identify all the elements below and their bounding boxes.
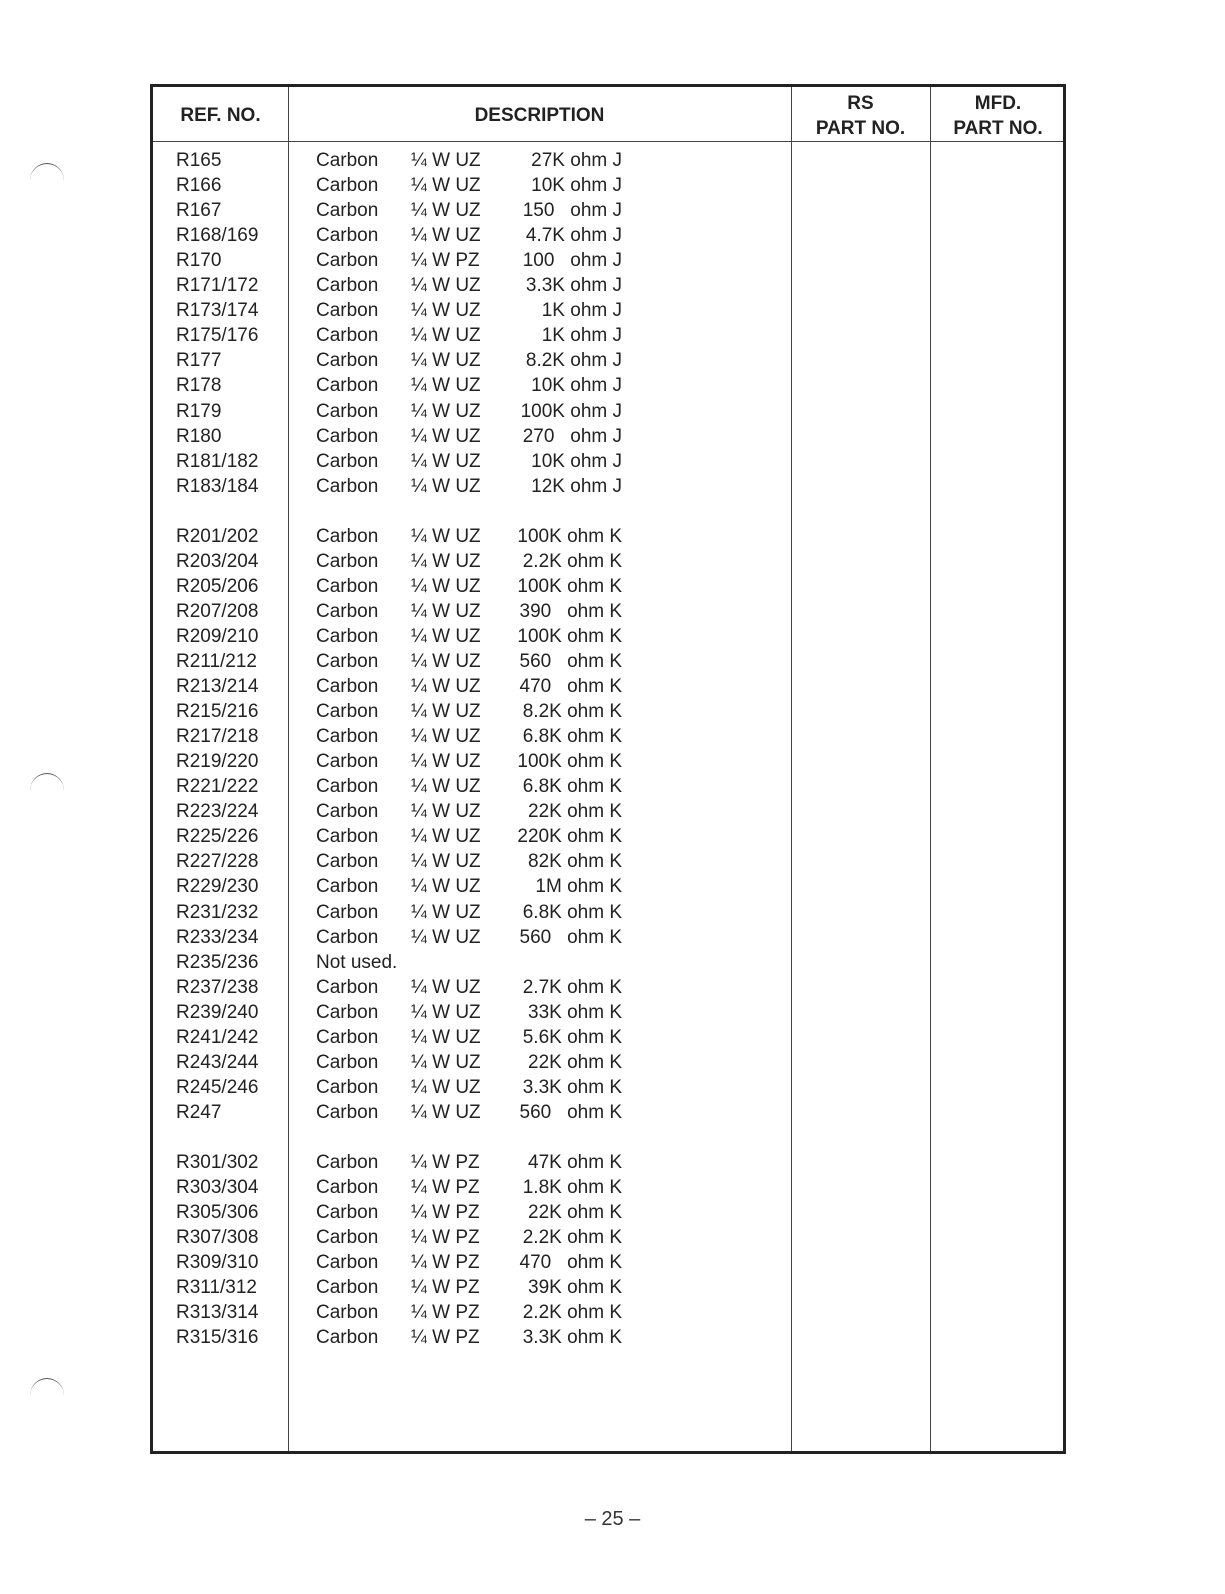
table-row — [0, 148, 1225, 173]
material-cell: Carbon — [316, 600, 379, 622]
value-cell: 560 ohm K — [519, 651, 622, 672]
ref-no-cell: R309/310 — [176, 1252, 259, 1274]
wattage-cell: ¼ W UZ — [411, 450, 481, 472]
material-cell: Carbon — [316, 550, 379, 572]
table-row — [0, 248, 1225, 273]
wattage-cell: ¼ W PZ — [411, 1177, 480, 1199]
value-cell: 2.7K ohm K — [522, 976, 622, 998]
table-row — [0, 1200, 1225, 1225]
wattage-cell: ¼ W UZ — [411, 901, 481, 923]
material-cell: Carbon — [316, 1277, 379, 1299]
material-cell: Carbon — [316, 325, 379, 347]
table-row — [0, 1300, 1225, 1325]
material-cell: Carbon — [316, 851, 379, 873]
wattage-cell: ¼ W UZ — [411, 375, 481, 397]
wattage-cell: ¼ W UZ — [411, 651, 481, 672]
value-cell: 560 ohm K — [519, 926, 622, 948]
ref-no-cell: R227/228 — [176, 851, 259, 873]
ref-no-cell: R170 — [176, 250, 222, 272]
value-cell: 560 ohm K — [519, 1101, 622, 1123]
header-ref-label: REF. NO. — [180, 105, 261, 126]
table-row — [0, 874, 1225, 899]
wattage-cell: ¼ W PZ — [411, 1252, 480, 1274]
material-cell: Carbon — [316, 400, 379, 422]
material-cell: Carbon — [316, 200, 379, 222]
value-cell: 3.3K ohm K — [522, 1076, 622, 1098]
material-cell: Carbon — [316, 1051, 379, 1073]
ref-no-cell: R217/218 — [176, 726, 259, 748]
wattage-cell: ¼ W UZ — [411, 826, 481, 848]
table-row — [0, 749, 1225, 774]
value-cell: 22K ohm K — [528, 1051, 622, 1073]
table-row — [0, 950, 1225, 975]
material-cell: Carbon — [316, 826, 379, 848]
ref-no-cell: R179 — [176, 400, 222, 422]
value-cell: 270 ohm J — [522, 425, 622, 447]
value-cell: 100K ohm K — [517, 751, 622, 773]
value-cell: 1K ohm J — [541, 300, 622, 322]
material-cell: Carbon — [316, 1252, 379, 1274]
header-mfd-line2: PART NO. — [953, 118, 1043, 139]
material-cell: Carbon — [316, 1177, 379, 1199]
wattage-cell: ¼ W UZ — [411, 676, 481, 698]
table-row — [0, 298, 1225, 323]
value-cell: 47K ohm K — [528, 1152, 622, 1173]
ref-no-cell: R177 — [176, 350, 222, 372]
header-rs-line1: RS — [847, 93, 874, 114]
table-row — [0, 1250, 1225, 1275]
table-row — [0, 1175, 1225, 1200]
table-row — [0, 574, 1225, 599]
value-cell: 12K ohm J — [531, 475, 622, 497]
ref-no-cell: R301/302 — [176, 1152, 259, 1173]
material-cell: Carbon — [316, 1076, 379, 1098]
wattage-cell: ¼ W UZ — [411, 525, 481, 547]
material-cell: Carbon — [316, 1202, 379, 1224]
table-row — [0, 1150, 1225, 1175]
ref-no-cell: R221/222 — [176, 776, 259, 798]
ref-no-cell: R229/230 — [176, 876, 259, 898]
table-row — [0, 524, 1225, 549]
material-cell: Carbon — [316, 575, 379, 597]
ref-no-cell: R303/304 — [176, 1177, 259, 1199]
ref-no-cell: R225/226 — [176, 826, 259, 848]
value-cell: 100K ohm K — [517, 575, 622, 597]
value-cell: 470 ohm K — [519, 1252, 622, 1274]
table-row — [0, 399, 1225, 424]
table-row — [0, 900, 1225, 925]
ref-no-cell: R243/244 — [176, 1051, 259, 1073]
table-row — [0, 849, 1225, 874]
material-cell: Carbon — [316, 776, 379, 798]
wattage-cell: ¼ W UZ — [411, 1001, 481, 1023]
ref-no-cell: R241/242 — [176, 1026, 259, 1048]
table-row — [0, 1325, 1225, 1350]
ref-no-cell: R205/206 — [176, 575, 259, 597]
table-row — [0, 1100, 1225, 1125]
note-cell: Not used. — [316, 951, 398, 973]
wattage-cell: ¼ W UZ — [411, 1026, 481, 1048]
ref-no-cell: R211/212 — [176, 651, 257, 672]
material-cell: Carbon — [316, 350, 379, 372]
value-cell: 220K ohm K — [517, 826, 622, 848]
value-cell: 470 ohm K — [519, 676, 622, 698]
ref-no-cell: R223/224 — [176, 801, 259, 823]
value-cell: 4.7K ohm J — [525, 225, 622, 247]
table-row — [0, 1050, 1225, 1075]
wattage-cell: ¼ W UZ — [411, 175, 481, 197]
value-cell: 2.2K ohm K — [522, 550, 622, 572]
material-cell: Carbon — [316, 1001, 379, 1023]
table-row — [0, 624, 1225, 649]
ref-no-cell: R213/214 — [176, 676, 259, 698]
value-cell: 82K ohm K — [528, 851, 622, 873]
ref-no-cell: R305/306 — [176, 1202, 259, 1224]
value-cell: 150 ohm J — [522, 200, 622, 222]
ref-no-cell: R167 — [176, 200, 222, 222]
material-cell: Carbon — [316, 150, 379, 171]
ref-no-cell: R183/184 — [176, 475, 259, 497]
header-mfd-part-no — [930, 91, 1066, 141]
ref-no-cell: R175/176 — [176, 325, 259, 347]
header-ref-no — [153, 103, 288, 128]
ref-no-cell: R209/210 — [176, 625, 259, 647]
value-cell: 1K ohm J — [541, 325, 622, 347]
table-row — [0, 975, 1225, 1000]
material-cell: Carbon — [316, 726, 379, 748]
value-cell: 6.8K ohm K — [522, 776, 622, 798]
ref-no-cell: R315/316 — [176, 1327, 259, 1349]
value-cell: 2.2K ohm K — [522, 1227, 622, 1249]
wattage-cell: ¼ W PZ — [411, 1327, 480, 1349]
wattage-cell: ¼ W PZ — [411, 1302, 480, 1324]
material-cell: Carbon — [316, 1327, 379, 1349]
material-cell: Carbon — [316, 475, 379, 497]
material-cell: Carbon — [316, 1227, 379, 1249]
wattage-cell: ¼ W UZ — [411, 1101, 481, 1123]
wattage-cell: ¼ W UZ — [411, 1051, 481, 1073]
ref-no-cell: R237/238 — [176, 976, 259, 998]
material-cell: Carbon — [316, 701, 379, 723]
wattage-cell: ¼ W UZ — [411, 550, 481, 572]
material-cell: Carbon — [316, 525, 379, 547]
wattage-cell: ¼ W PZ — [411, 1277, 480, 1299]
header-rs-line2: PART NO. — [815, 118, 906, 139]
wattage-cell: ¼ W UZ — [411, 350, 481, 372]
page-number: – 25 – — [584, 1508, 641, 1530]
table-row — [0, 649, 1225, 674]
wattage-cell: ¼ W UZ — [411, 325, 481, 347]
material-cell: Carbon — [316, 250, 379, 272]
table-row — [0, 273, 1225, 298]
table-row — [0, 173, 1225, 198]
table-row — [0, 699, 1225, 724]
table-row — [0, 424, 1225, 449]
ref-no-cell: R180 — [176, 425, 222, 447]
wattage-cell: ¼ W UZ — [411, 300, 481, 322]
wattage-cell: ¼ W UZ — [411, 575, 481, 597]
table-row — [0, 774, 1225, 799]
value-cell: 6.8K ohm K — [522, 726, 622, 748]
wattage-cell: ¼ W UZ — [411, 701, 481, 723]
value-cell: 10K ohm J — [531, 450, 622, 472]
table-row — [0, 674, 1225, 699]
table-row — [0, 1275, 1225, 1300]
wattage-cell: ¼ W UZ — [411, 475, 481, 497]
material-cell: Carbon — [316, 1026, 379, 1048]
ref-no-cell: R203/204 — [176, 550, 259, 572]
wattage-cell: ¼ W PZ — [411, 250, 480, 272]
value-cell: 22K ohm K — [528, 801, 622, 823]
table-row — [0, 449, 1225, 474]
wattage-cell: ¼ W UZ — [411, 926, 481, 948]
value-cell: 39K ohm K — [528, 1277, 622, 1299]
value-cell: 100K ohm J — [520, 400, 622, 422]
material-cell: Carbon — [316, 901, 379, 923]
ref-no-cell: R311/312 — [176, 1277, 257, 1299]
material-cell: Carbon — [316, 651, 379, 672]
table-row — [0, 474, 1225, 499]
wattage-cell: ¼ W UZ — [411, 150, 481, 171]
value-cell: 10K ohm J — [531, 175, 622, 197]
table-row — [0, 1025, 1225, 1050]
material-cell: Carbon — [316, 375, 379, 397]
value-cell: 390 ohm K — [519, 600, 622, 622]
material-cell: Carbon — [316, 300, 379, 322]
header-description — [288, 103, 791, 128]
ref-no-cell: R307/308 — [176, 1227, 259, 1249]
table-row — [0, 1225, 1225, 1250]
value-cell: 33K ohm K — [528, 1001, 622, 1023]
wattage-cell: ¼ W PZ — [411, 1152, 480, 1173]
table-row — [0, 223, 1225, 248]
value-cell: 100K ohm K — [517, 525, 622, 547]
wattage-cell: ¼ W PZ — [411, 1227, 480, 1249]
header-mfd-line1: MFD. — [974, 93, 1022, 114]
ref-no-cell: R219/220 — [176, 751, 259, 773]
table-row — [0, 799, 1225, 824]
punch-hole-mark — [30, 1378, 64, 1413]
table-row — [0, 198, 1225, 223]
ref-no-cell: R173/174 — [176, 300, 259, 322]
material-cell: Carbon — [316, 876, 379, 898]
table-row — [0, 599, 1225, 624]
table-row — [0, 1125, 1225, 1150]
value-cell: 22K ohm K — [528, 1202, 622, 1224]
value-cell: 2.2K ohm K — [522, 1302, 622, 1324]
ref-no-cell: R239/240 — [176, 1001, 259, 1023]
wattage-cell: ¼ W UZ — [411, 976, 481, 998]
wattage-cell: ¼ W UZ — [411, 600, 481, 622]
wattage-cell: ¼ W UZ — [411, 801, 481, 823]
material-cell: Carbon — [316, 225, 379, 247]
wattage-cell: ¼ W UZ — [411, 625, 481, 647]
value-cell: 10K ohm J — [531, 375, 622, 397]
header-desc-label: DESCRIPTION — [474, 105, 605, 126]
table-row — [0, 724, 1225, 749]
ref-no-cell: R178 — [176, 375, 222, 397]
material-cell: Carbon — [316, 676, 379, 698]
ref-no-cell: R181/182 — [176, 450, 259, 472]
ref-no-cell: R215/216 — [176, 701, 259, 723]
ref-no-cell: R233/234 — [176, 926, 259, 948]
table-row — [0, 348, 1225, 373]
table-row — [0, 824, 1225, 849]
value-cell: 1M ohm K — [535, 876, 622, 898]
material-cell: Carbon — [316, 926, 379, 948]
material-cell: Carbon — [316, 450, 379, 472]
material-cell: Carbon — [316, 976, 379, 998]
ref-no-cell: R245/246 — [176, 1076, 259, 1098]
wattage-cell: ¼ W UZ — [411, 751, 481, 773]
table-row — [0, 1075, 1225, 1100]
material-cell: Carbon — [316, 625, 379, 647]
ref-no-cell: R235/236 — [176, 951, 259, 973]
material-cell: Carbon — [316, 801, 379, 823]
ref-no-cell: R231/232 — [176, 901, 259, 923]
wattage-cell: ¼ W UZ — [411, 851, 481, 873]
table-row — [0, 499, 1225, 524]
material-cell: Carbon — [316, 275, 379, 297]
table-row — [0, 925, 1225, 950]
value-cell: 8.2K ohm K — [522, 701, 622, 723]
material-cell: Carbon — [316, 425, 379, 447]
table-row — [0, 373, 1225, 398]
wattage-cell: ¼ W UZ — [411, 200, 481, 222]
ref-no-cell: R201/202 — [176, 525, 259, 547]
value-cell: 3.3K ohm J — [525, 275, 622, 297]
material-cell: Carbon — [316, 1152, 379, 1173]
table-row — [0, 1000, 1225, 1025]
value-cell: 6.8K ohm K — [522, 901, 622, 923]
value-cell: 8.2K ohm J — [525, 350, 622, 372]
wattage-cell: ¼ W PZ — [411, 1202, 480, 1224]
wattage-cell: ¼ W UZ — [411, 1076, 481, 1098]
ref-no-cell: R313/314 — [176, 1302, 259, 1324]
material-cell: Carbon — [316, 751, 379, 773]
table-row — [0, 323, 1225, 348]
ref-no-cell: R247 — [176, 1101, 222, 1123]
value-cell: 3.3K ohm K — [522, 1327, 622, 1349]
table-row — [0, 549, 1225, 574]
wattage-cell: ¼ W UZ — [411, 275, 481, 297]
wattage-cell: ¼ W UZ — [411, 425, 481, 447]
value-cell: 1.8K ohm K — [522, 1177, 622, 1199]
ref-no-cell: R207/208 — [176, 600, 259, 622]
value-cell: 100K ohm K — [517, 625, 622, 647]
value-cell: 5.6K ohm K — [522, 1026, 622, 1048]
material-cell: Carbon — [316, 175, 379, 197]
material-cell: Carbon — [316, 1101, 379, 1123]
header-rs-part-no — [791, 91, 930, 141]
wattage-cell: ¼ W UZ — [411, 776, 481, 798]
header-divider — [153, 141, 1063, 142]
ref-no-cell: R168/169 — [176, 225, 259, 247]
ref-no-cell: R166 — [176, 175, 222, 197]
value-cell: 27K ohm J — [531, 150, 622, 171]
wattage-cell: ¼ W UZ — [411, 225, 481, 247]
value-cell: 100 ohm J — [522, 250, 622, 272]
wattage-cell: ¼ W UZ — [411, 876, 481, 898]
wattage-cell: ¼ W UZ — [411, 400, 481, 422]
wattage-cell: ¼ W UZ — [411, 726, 481, 748]
ref-no-cell: R171/172 — [176, 275, 259, 297]
material-cell: Carbon — [316, 1302, 379, 1324]
ref-no-cell: R165 — [176, 150, 222, 171]
